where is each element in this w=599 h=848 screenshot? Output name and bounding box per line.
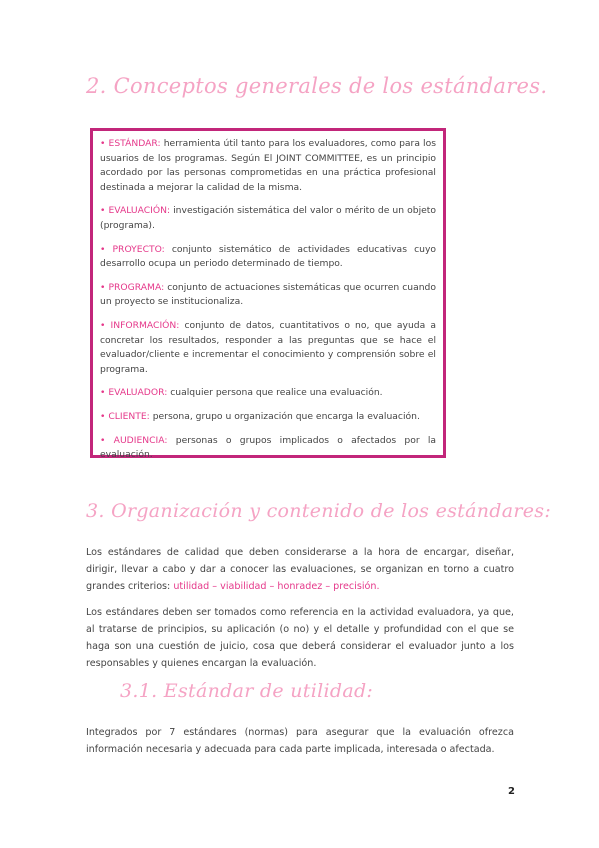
definition-informacion: [100, 319, 436, 377]
definition-programa: [100, 281, 436, 310]
page-number: 2: [508, 786, 515, 797]
definition-term: INFORMACIÓN:: [110, 319, 180, 331]
definition-term: EVALUADOR:: [108, 387, 168, 399]
bullet: •: [100, 387, 106, 399]
definition-estandar: [100, 137, 436, 195]
definition-evaluacion: [100, 204, 436, 233]
bullet: •: [100, 319, 106, 331]
definition-text: conjunto de actuaciones sistemáticas que ocurren cuando un proyecto se institucionaliza.: [100, 281, 437, 308]
definition-text: investigación sistemática del valor o mérito de un objeto (programa).: [100, 205, 437, 231]
definition-proyecto: [100, 243, 436, 272]
definition-evaluador: [100, 386, 436, 401]
definition-term: CLIENTE:: [108, 410, 150, 422]
definition-text: conjunto sistemático de actividades educativas cuyo desarrollo ocupa un periodo determinado de tiempo.: [100, 243, 436, 270]
definitions-box: [90, 128, 446, 461]
definition-term: PROGRAMA:: [108, 281, 165, 293]
definition-term: ESTÁNDAR:: [108, 138, 161, 149]
definition-term: EVALUACIÓN:: [108, 205, 171, 217]
bullet: •: [100, 243, 106, 255]
definition-text: personas o grupos implicados o afectados por la evaluación.: [100, 434, 437, 461]
bullet: •: [100, 205, 106, 217]
section-3-1-paragraph: Integrados por 7 estándares (normas) para asegurar que la evaluación ofrezca información necesaria y adecuada para cada parte implicada, interesada o afectada.: [86, 727, 514, 755]
bullet: •: [100, 410, 106, 422]
section-3-heading: 3. Organización y contenido de los estándares:: [86, 500, 552, 522]
definition-term: PROYECTO:: [112, 243, 165, 255]
definition-term: AUDIENCIA:: [113, 434, 168, 446]
paragraph-text: Los estándares de calidad que deben considerarse a la hora de encargar, diseñar, dirigir, llevar a cabo y dar a conocer las evaluaciones, se organizan en torno a cuatro grandes criterios:: [86, 547, 514, 592]
criteria-highlight: utilidad – viabilidad – honradez – precisión.: [173, 581, 380, 592]
definition-text: persona, grupo u organización que encarga la evaluación.: [149, 410, 420, 422]
bullet: •: [100, 281, 106, 293]
definition-audiencia: [100, 434, 436, 463]
section-3-paragraph-2: Los estándares deben ser tomados como referencia en la actividad evaluadora, ya que, al tratarse de principios, su aplicación (o no) y el detalle y profundidad con el que se haga son una cuestión de juicio, cosa que deberá considerar el evaluador junto a los responsables y quienes encargan la evaluación.: [86, 607, 514, 669]
definition-text: cualquier persona que realice una evaluación.: [167, 387, 383, 399]
definition-text: conjunto de datos, cuantitativos o no, que ayuda a concretar los resultados, responder a las preguntas que se hace el evaluador/cliente e incrementar el conocimiento y comprensión sobre el programa.: [100, 319, 436, 375]
definition-cliente: [100, 410, 436, 425]
bullet: •: [100, 434, 106, 446]
bullet: •: [100, 138, 106, 149]
section-3-1-heading: 3.1. Estándar de utilidad:: [120, 680, 374, 702]
definition-text: herramienta útil tanto para los evaluadores, como para los usuarios de los programas. Según El JOINT COMMITTEE, es un principio acordado por las personas comprometidas en una práctica profesional destinada a mejorar la calidad de la misma.: [100, 138, 437, 193]
section-2-heading: 2. Conceptos generales de los estándares.: [86, 74, 548, 98]
section-3-paragraph-1: [86, 544, 514, 595]
